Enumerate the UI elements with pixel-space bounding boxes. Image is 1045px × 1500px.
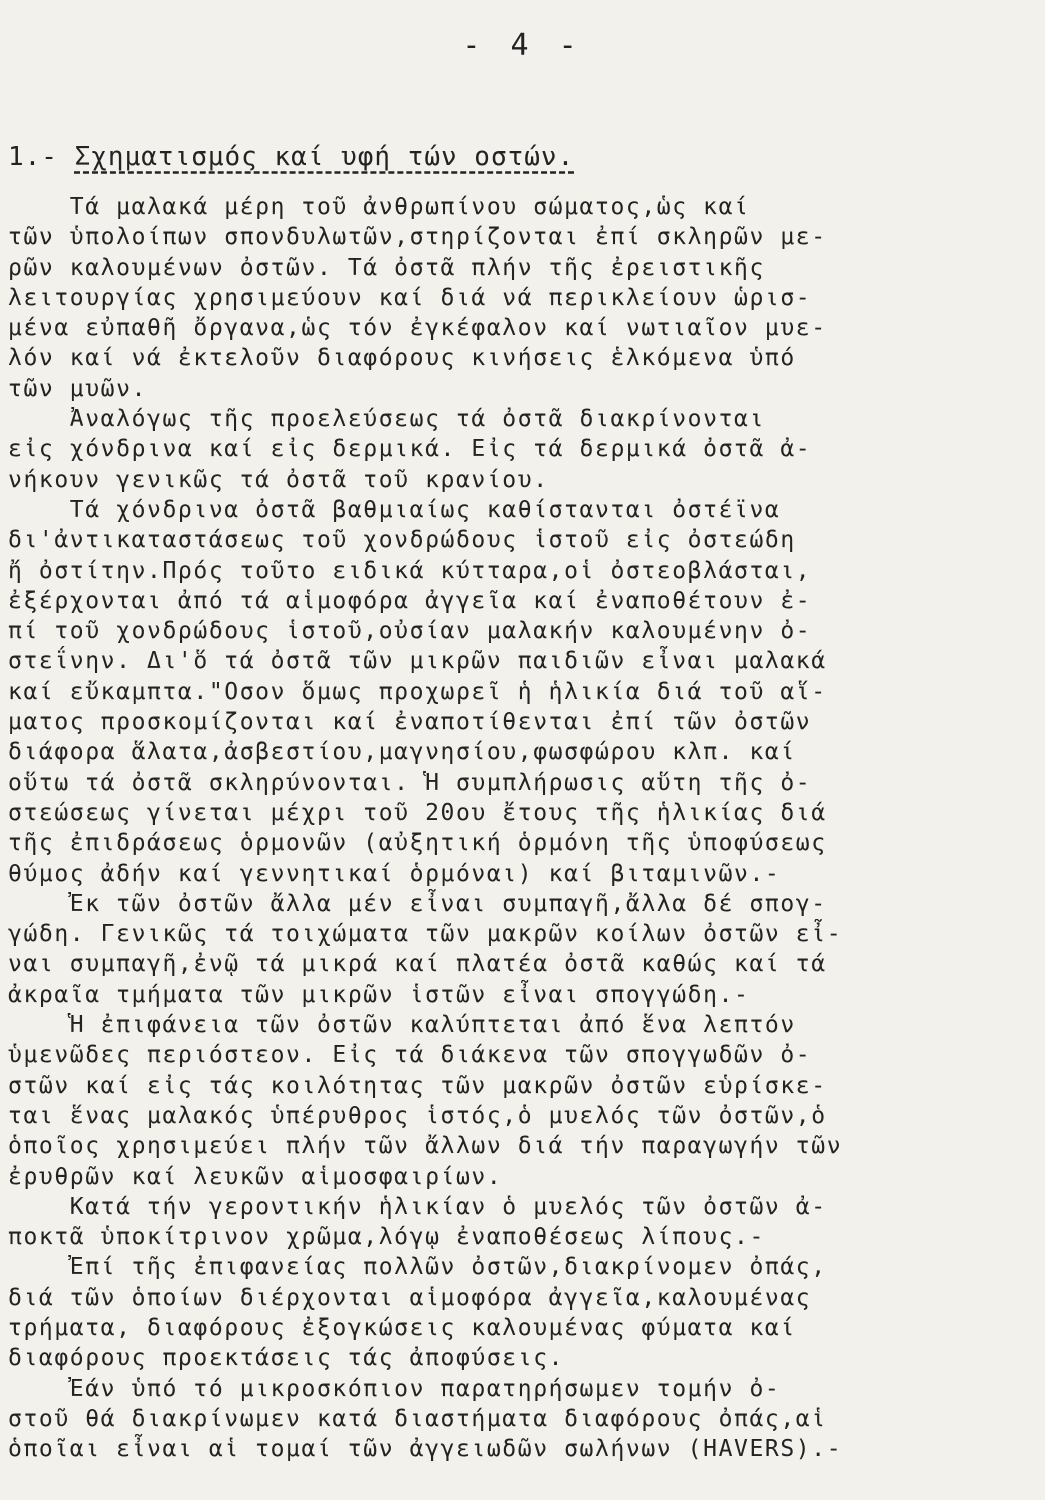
text-line: Ἐκ τῶν ὀστῶν ἄλλα μέν εἶναι συμπαγῆ,ἄλλα δέ σπογ- [8,890,827,917]
text-line: Τά χόνδρινα ὀστᾶ βαθμιαίως καθίστανται ὀστέϊνα [8,496,781,523]
text-line: Ἐπί τῆς ἐπιφανείας πολλῶν ὀστῶν,διακρίνομεν ὀπάς, [8,1254,827,1281]
text-line: διά τῶν ὁποίων διέρχονται αἱμοφόρα ἀγγεῖα,καλουμένας [8,1284,812,1311]
text-line: ἀκραῖα τμήματα τῶν μικρῶν ἱστῶν εἶναι σπογγώδη.- [8,981,750,1008]
text-line: θύμος ἀδήν καί γεννητικαί ὁρμόναι) καί βιταμινῶν.- [8,860,781,887]
text-line: εἰς χόνδρινα καί εἰς δερμικά. Εἰς τά δερμικά ὀστᾶ ἀ- [8,436,812,463]
text-line: ὁποῖαι εἶναι αἱ τομαί τῶν ἀγγειωδῶν σωλήνων (HAVERS).- [8,1436,843,1463]
text-line: στεΐνην. Δι'ὅ τά ὀστᾶ τῶν μικρῶν παιδιῶν εἶναι μαλακά [8,648,827,675]
text-line: διάφορα ἅλατα,ἀσβεστίου,μαγνησίου,φωσφώρου κλπ. καί [8,739,796,766]
text-line: στῶν καί εἰς τάς κοιλότητας τῶν μακρῶν ὀστῶν εὑρίσκε- [8,1072,827,1099]
text-line: τῶν μυῶν. [8,375,148,402]
text-line: ἐρυθρῶν καί λευκῶν αἱμοσφαιρίων. [8,1163,503,1190]
text-line: ὑμενῶδες περιόστεον. Εἰς τά διάκενα τῶν σπογγωδῶν ὀ- [8,1042,812,1069]
text-line: ρῶν καλουμένων ὀστῶν. Τά ὀστᾶ πλήν τῆς ἐρειστικῆς [8,254,765,281]
text-line: Ἡ ἐπιφάνεια τῶν ὀστῶν καλύπτεται ἀπό ἕνα λεπτόν [8,1012,796,1039]
section-title: Σχηματισμός καί υφή τών οστών. [74,142,575,172]
text-line: τῆς ἐπιδράσεως ὁρμονῶν (αὐξητική ὁρμόνη τῆς ὑποφύσεως [8,830,827,857]
text-line: λειτουργίας χρησιμεύουν καί διά νά περικλείουν ὡρισ- [8,284,812,311]
text-line: ὁποῖος χρησιμεύει πλήν τῶν ἄλλων διά τήν παραγωγήν τῶν [8,1133,843,1160]
text-line: τρήματα, διαφόρους ἐξογκώσεις καλουμένας φύματα καί [8,1314,796,1341]
text-line: Τά μαλακά μέρη τοῦ ἀνθρωπίνου σώματος,ὡς καί [8,194,750,220]
text-line: ἐξέρχονται ἀπό τά αἱμοφόρα ἀγγεῖα καί ἐναποθέτουν ἐ- [8,587,812,614]
text-line: πί τοῦ χονδρώδους ἱστοῦ,οὐσίαν μαλακήν καλουμένην ὀ- [8,618,812,645]
text-line: οὕτω τά ὀστᾶ σκληρύνονται. Ἡ συμπλήρωσις αὕτη τῆς ὀ- [8,769,812,796]
section-number: 1.- [8,142,58,172]
text-line: στεώσεως γίνεται μέχρι τοῦ 20ου ἔτους τῆς ἡλικίας διά [8,799,827,826]
page-number: - 4 - [462,28,583,63]
text-line: μένα εὐπαθῆ ὄργανα,ὡς τόν ἐγκέφαλον καί νωτιαῖον μυε- [8,315,827,342]
text-line: ποκτᾶ ὑποκίτρινον χρῶμα,λόγῳ ἐναποθέσεως λίπους.- [8,1224,765,1251]
text-line: καί εὔκαμπτα."Οσον ὅμως προχωρεῖ ἡ ἡλικία διά τοῦ αἵ- [8,678,827,705]
text-line: γώδη. Γενικῶς τά τοιχώματα τῶν μακρῶν κοίλων ὀστῶν εἶ- [8,921,843,948]
text-line: στοῦ θά διακρίνωμεν κατά διαστήματα διαφόρους ὀπάς,αἱ [8,1405,827,1432]
text-line: δι'ἀντικαταστάσεως τοῦ χονδρώδους ἱστοῦ εἰς ὀστεώδη [8,527,796,554]
section-heading [8,142,574,172]
text-line: λόν καί νά ἐκτελοῦν διαφόρους κινήσεις ἑλκόμενα ὑπό [8,345,796,372]
text-line: ναι συμπαγῆ,ἐνῷ τά μικρά καί πλατέα ὀστᾶ καθώς καί τά [8,951,827,978]
text-line: τῶν ὑπολοίπων σπονδυλωτῶν,στηρίζονται ἐπί σκληρῶν με- [8,224,827,251]
text-line: ματος προσκομίζονται καί ἐναποτίθενται ἐπί τῶν ὀστῶν [8,709,812,736]
text-line: Κατά τήν γεροντικήν ἡλικίαν ὁ μυελός τῶν ὀστῶν ἀ- [8,1193,827,1220]
text-line: ται ἕνας μαλακός ὑπέρυθρος ἱστός,ὁ μυελός τῶν ὀστῶν,ὁ [8,1102,827,1129]
body-text [8,192,1038,1464]
text-line: διαφόρους προεκτάσεις τάς ἀποφύσεις. [8,1345,565,1372]
text-line: Ἀναλόγως τῆς προελεύσεως τά ὀστᾶ διακρίνονται [8,406,765,433]
text-line: νήκουν γενικῶς τά ὀστᾶ τοῦ κρανίου. [8,466,549,493]
text-line: ἤ ὀστίτην.Πρός τοῦτο ειδικά κύτταρα,οἱ ὀστεοβλάσται, [8,557,812,584]
text-line: Ἐάν ὑπό τό μικροσκόπιον παρατηρήσωμεν τομήν ὀ- [8,1375,781,1402]
